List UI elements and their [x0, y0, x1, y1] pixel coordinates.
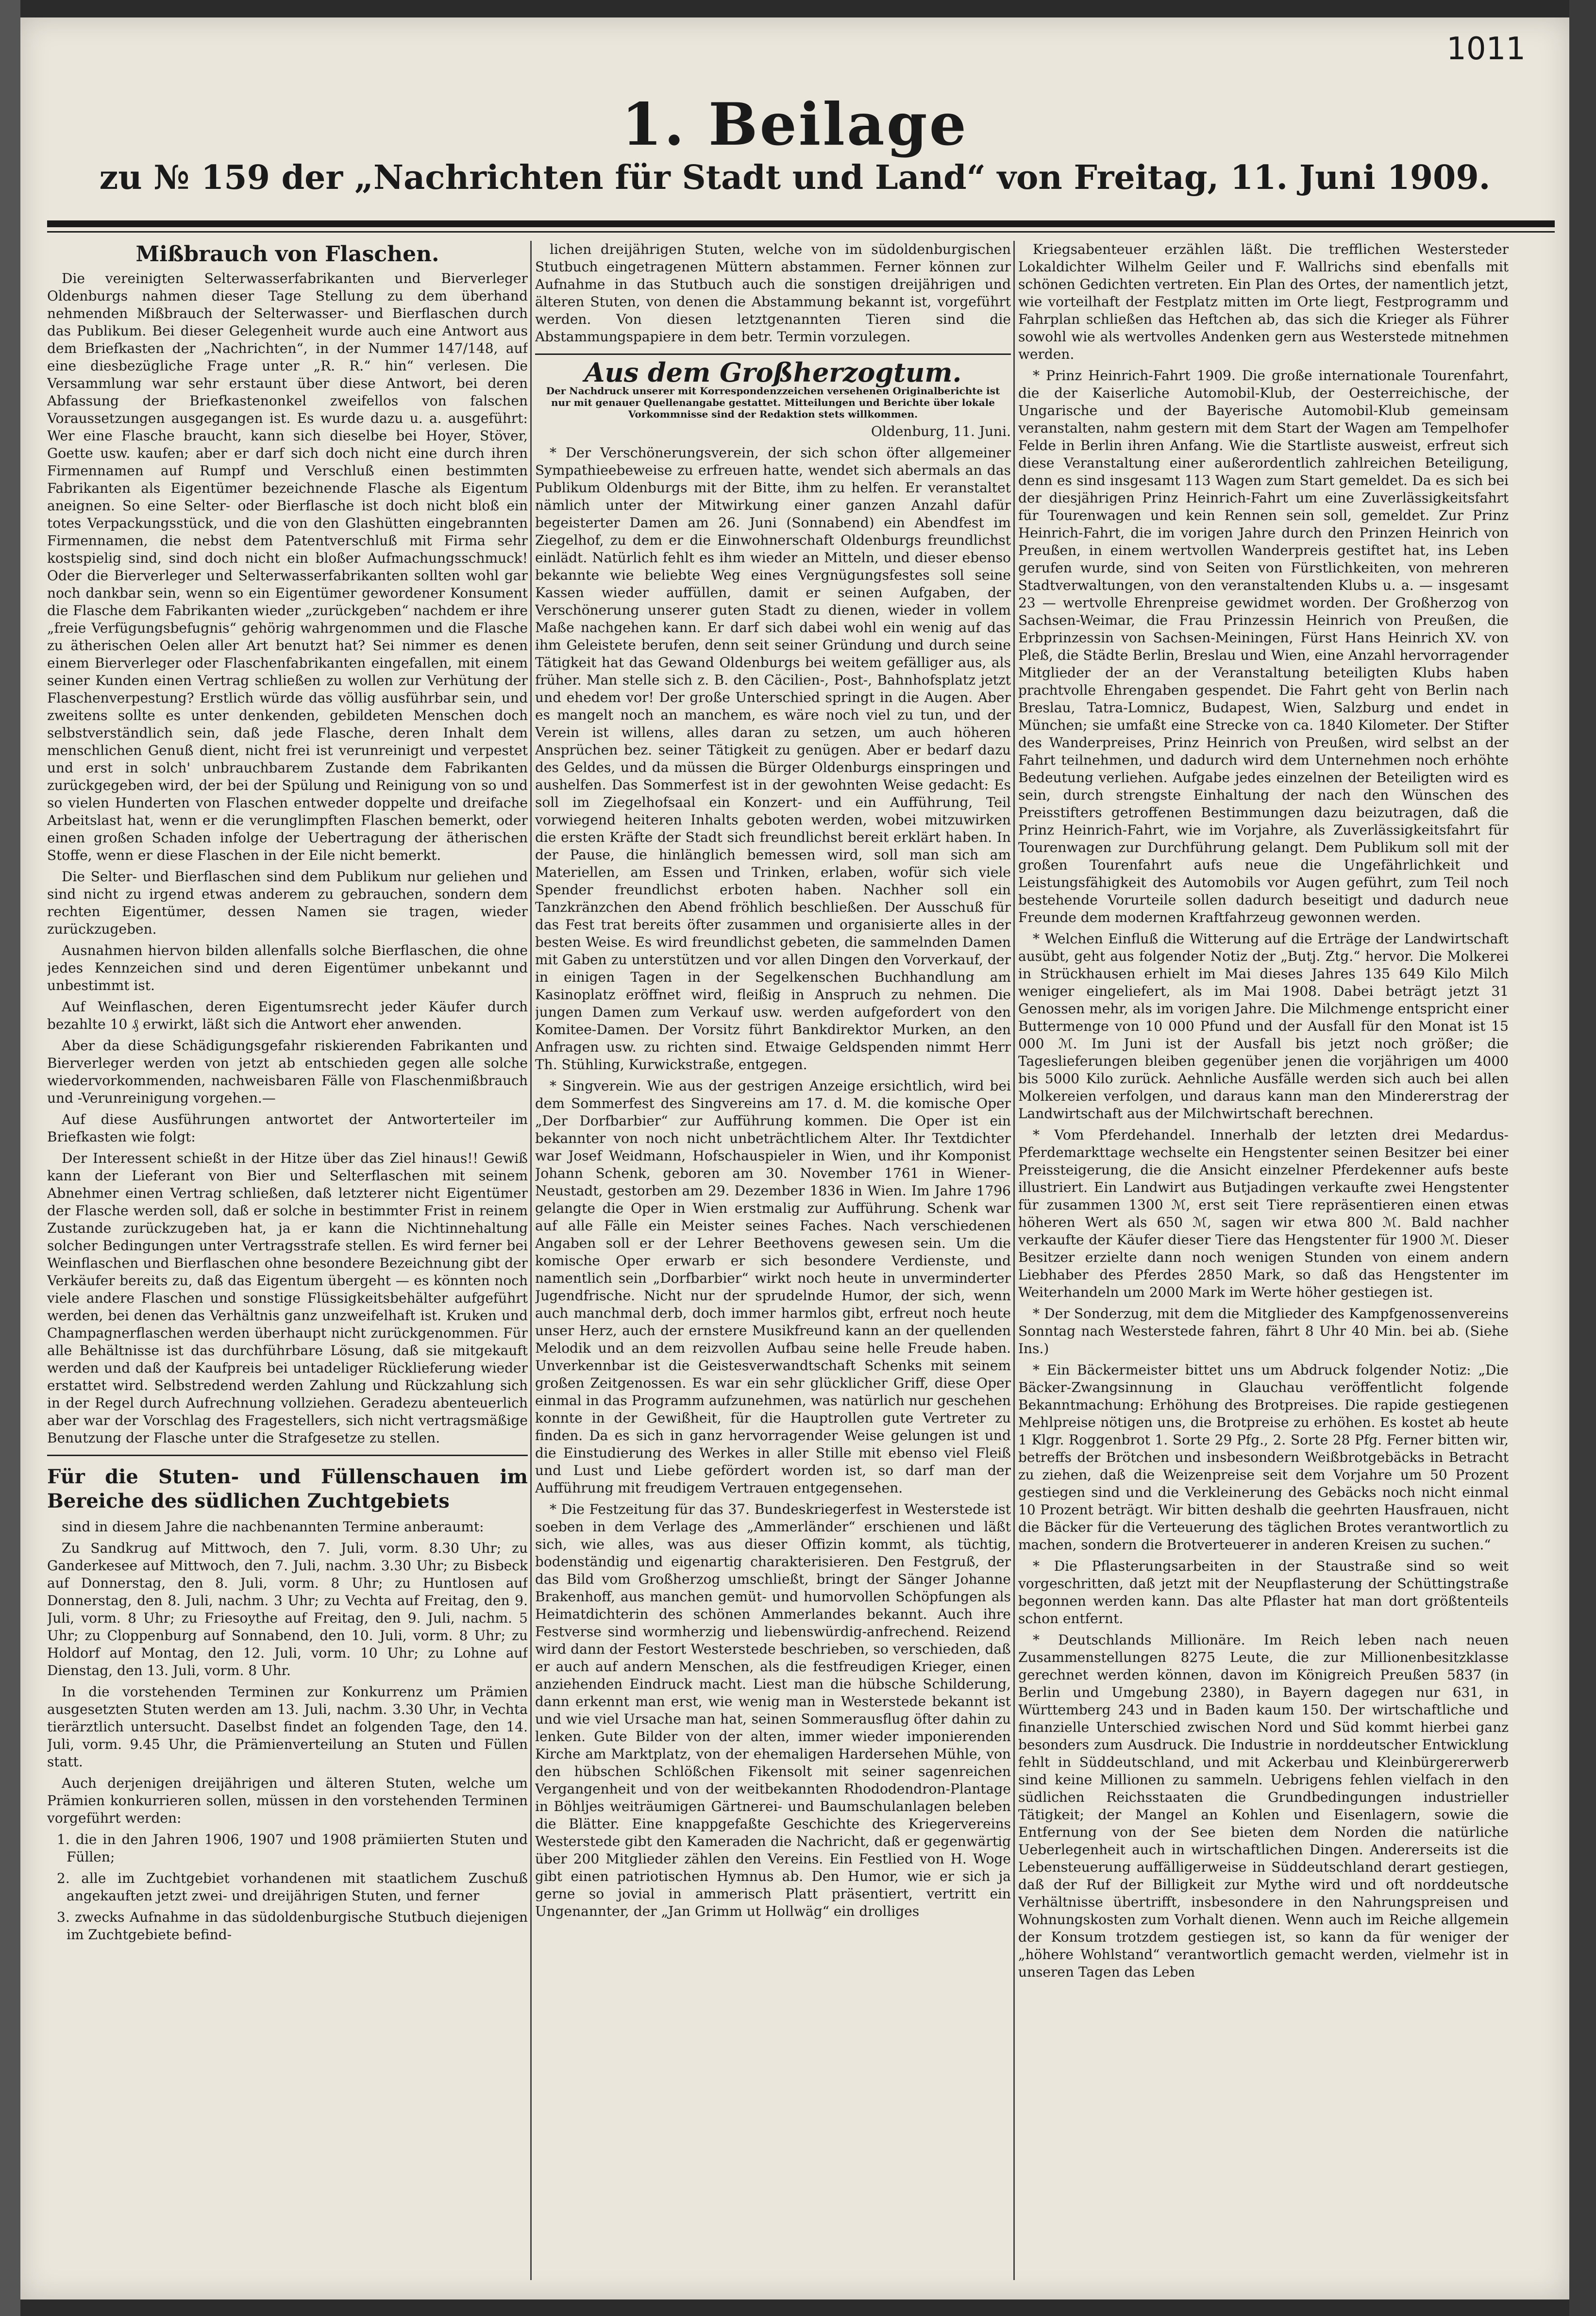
section-note: Der Nachdruck unserer mit Korrespondenzzeichen versehenen Originalberichte ist nur mit genauer Quellenangabe gestattet. Mitteilungen und Berichte über lokale Vorkommnisse sind der Redaktion stets willkommen.	[546, 385, 1000, 420]
article-paragraph: In die vorstehenden Terminen zur Konkurrenz um Prämien ausgesetzten Stuten werden am 13. Juli, nachm. 3.30 Uhr, in Vechta tierärztlich untersucht. Daselbst findet an folgenden Tage, den 14. Juli, vorm. 9.45 Uhr, die Prämienverteilung an Stuten und Füllen statt.	[47, 1684, 528, 1770]
article-paragraph: * Vom Pferdehandel. Innerhalb der letzten drei Medardus-Pferdemarkttage wechselte ein Hengstenter seinen Besitzer bei einer Preissteigerung, die die Ansicht einzelner Pferdekenner aufs beste illustriert. Ein Landwirt aus Butjadingen verkaufte zwei Hengstenter für zusammen 1300 ℳ, erst seit Tiere repräsentieren einen etwas höheren Wert als 650 ℳ, sagen wir etwa 800 ℳ. Bald nachher verkaufte der Käufer dieser Tiere das Hengstenter für 1900 ℳ. Dieser Besitzer erzielte dann noch wenigen Stunden von einem andern Liebhaber des Pferdes 2850 Mark, so daß das Hengstenter im Weiterhandeln um 2000 Mark im Werte höher gestiegen ist.	[1018, 1127, 1509, 1300]
column-3	[1018, 241, 1509, 2290]
article-title: Für die Stuten- und Füllenschauen im Bereiche des südlichen Zuchtgebiets	[47, 1465, 528, 1512]
masthead-rule-thin	[47, 231, 1555, 233]
article-paragraph: Zu Sandkrug auf Mittwoch, den 7. Juli, vorm. 8.30 Uhr; zu Ganderkesee auf Mittwoch, den 7. Juli, nachm. 3.30 Uhr; zu Bisbeck auf Donnerstag, den 8. Juli, vorm. 8 Uhr; zu Huntlosen auf Donnerstag, den 8. Juli, nachm. 3 Uhr; zu Vechta auf Freitag, den 9. Juli, vorm. 8 Uhr; zu Friesoythe auf Freitag, den 9. Juli, nachm. 5 Uhr; zu Cloppenburg auf Sonnabend, den 10. Juli, vorm. 8 Uhr; zu Holdorf auf Montag, den 12. Juli, vorm. 10 Uhr; zu Lohne auf Dienstag, den 13. Juli, vorm. 8 Uhr.	[47, 1540, 528, 1678]
list-item: 2. alle im Zuchtgebiet vorhandenen mit staatlichem Zuschuß angekauften jetzt zwei- und dreijährigen Stuten, und ferner	[57, 1870, 528, 1904]
column-divider	[530, 241, 532, 2280]
article-paragraph: * Singverein. Wie aus der gestrigen Anzeige ersichtlich, wird bei dem Sommerfest des Singvereins am 17. d. M. die komische Oper „Der Dorfbarbier“ zur Aufführung kommen. Die Oper ist ein bekannter von noch nicht unbeträchtlichem Alter. Ihr Textdichter war Josef Weidmann, Hofschauspieler in Wien, und ihr Komponist Johann Schenk, geboren am 30. November 1761 in Wiener-Neustadt, gestorben am 29. Dezember 1836 in Wien. Im Jahre 1796 gelangte die Oper in Wien erstmalig zur Aufführung. Schenk war auf alle Fälle ein Meister seines Faches. Nach verschiedenen Angaben soll er der Lehrer Beethovens gewesen sein. Um die komische Oper erwarb er sich besondere Verdienste, und namentlich sein „Dorfbarbier“ wirkt noch heute in unverminderter Jugendfrische. Nicht nur der sprudelnde Humor, der sich, wenn auch manchmal derb, doch immer harmlos gibt, erfreut noch heute unser Herz, auch der ernstere Musikfreund kann an der quellenden Melodik und an dem reizvollen Aufbau seine helle Freude haben. Unverkennbar ist die Geistesverwandtschaft Schenks mit seinem großen Zeitgenossen. Es war ein sehr glücklicher Griff, diese Oper einmal in das Programm aufzunehmen, was natürlich nur geschehen konnte in der Gewißheit, für die Hauptrollen gute Vertreter zu finden. Da es sich in ganz hervorragender Weise gelungen ist und die Einstudierung des Werkes in aller Stille mit ebenso viel Fleiß und Lust und Liebe gefördert worden ist, so darf man der Aufführung mit freudigem Vertrauen entgegensehen.	[535, 1078, 1011, 1496]
article-paragraph: * Der Verschönerungsverein, der sich schon öfter allgemeiner Sympathieebeweise zu erfreuen hatte, wendet sich abermals an das Publikum Oldenburgs mit der Bitte, ihm zu helfen. Er veranstaltet nämlich unter der Mitwirkung einer ganzen Anzahl dafür begeisterter Damen am 26. Juni (Sonnabend) ein Abendfest im Ziegelhof, zu dem er die Einwohnerschaft Oldenburgs freundlichst einlädt. Natürlich fehlt es ihm wieder an Mitteln, und dieser ebenso bekannte wie beliebte Weg eines Vergnügungsfestes soll seine Kassen wieder auffüllen, damit er seinen Aufgaben, der Verschönerung unserer guten Stadt zu dienen, wieder in vollem Maße nachgehen kann. Er darf sich dabei wohl ein wenig auf das ihm Geleistete berufen, denn seit seiner Gründung und durch seine Tätigkeit hat das Gewand Oldenburgs bei weitem gefälliger aus, als früher. Man stelle sich z. B. den Cäcilien-, Post-, Bahnhofsplatz jetzt und ehedem vor! Der große Unterschied springt in die Augen. Aber es mangelt noch an manchem, es wäre noch viel zu tun, und der Verein ist willens, alles daran zu setzen, um auch höheren Ansprüchen bez. seiner Tätigkeit zu genügen. Aber er bedarf dazu des Geldes, und da müssen die Bürger Oldenburgs einspringen und aushelfen. Das Sommerfest ist in der gewohnten Weise gedacht: Es soll im Ziegelhofsaal ein Konzert- und ein Aufführung, Teil vorwiegend heiteren Inhalts geboten werden, wobei mitzuwirken die ersten Kräfte der Stadt sich freundlichst bereit erklärt haben. In der Pause, die hinlänglich bemessen wird, soll man sich am Materiellen, am Essen und Trinken, erlaben, wofür sich viele Spender freundlichst erboten haben. Nachher soll ein Tanzkränzchen den Abend fröhlich beschließen. Der Ausschuß für das Fest trat bereits öfter zusammen und organisierte alles in der besten Weise. Es wird freundlichst gebeten, die sammelnden Damen mit Gaben zu unterstützen und vor allen Dingen den Vorverkauf, der in einigen Tagen in der Segelkenschen Buchhandlung am Kasinoplatz eröffnet wird, fleißig in Anspruch zu nehmen. Die jungen Damen zum Verkauf usw. werden aufgefordert von den Komitee-Damen. Der Vorsitz führt Bankdirektor Murken, an den Anfragen usw. zu richten sind. Etwaige Geldspenden nimmt Herr Th. Stühling, Kurwickstraße, entgegen.	[535, 445, 1011, 1073]
column-divider	[1013, 241, 1015, 2280]
newspaper-page	[20, 17, 1569, 2299]
article-paragraph: Die Selter- und Bierflaschen sind dem Publikum nur geliehen und sind nicht zu irgend etwas anderem zu gebrauchen, sondern dem rechten Eigentümer, dessen Namen sie tragen, wieder zurückzugeben.	[47, 869, 528, 937]
article-paragraph: Kriegsabenteuer erzählen läßt. Die trefflichen Westersteder Lokaldichter Wilhelm Geiler und F. Wallrichs sind ebenfalls mit schönen Gedichten vertreten. Ein Plan des Ortes, der namentlich jetzt, wie vorteilhaft der Festplatz mitten im Orte liegt, Festprogramm und Fahrplan schließen das Heftchen ab, das sich die Krieger als Führer sowohl wie als wertvolles Andenken gern aus Westerstede mitnehmen werden.	[1018, 241, 1509, 362]
page-edge	[1569, 0, 1596, 2316]
book-spine	[0, 0, 20, 2316]
supplement-title: 1. Beilage	[621, 90, 968, 159]
article-paragraph: Ausnahmen hiervon bilden allenfalls solche Bierflaschen, die ohne jedes Kennzeichen sind und deren Eigentümer unbekannt und unbestimmt ist.	[47, 942, 528, 993]
column-2	[535, 241, 1011, 2290]
page-number: 1011	[1446, 31, 1526, 67]
article-title: Mißbrauch von Flaschen.	[135, 242, 439, 267]
article-paragraph: * Welchen Einfluß die Witterung auf die Erträge der Landwirtschaft ausübt, geht aus folgender Notiz der „Butj. Ztg.“ hervor. Die Molkerei in Strückhausen erhielt im Mai dieses Jahres 135 649 Kilo Milch weniger eingeliefert, als im Mai 1908. Dabei beträgt jetzt 31 Genossen mehr, als im vorigen Jahre. Die Milchmenge entspricht einer Buttermenge von 10 000 Pfund und der Ausfall für den Monat ist 15 000 ℳ. Im Juni ist der Ausfall bis jetzt noch größer; die Tageslieferungen bleiben gegenüber jenen die vorjährigen um 4000 bis 5000 Kilo zurück. Aehnliche Ausfälle werden sich auch bei allen Molkereien verfolgen, und daraus kann man den Mindererstrag der Landwirtschaft aus der Milchwirtschaft berechnen.	[1018, 931, 1509, 1122]
article-paragraph: sind in diesem Jahre die nachbenannten Termine anberaumt:	[62, 1519, 484, 1535]
article-paragraph: * Die Festzeitung für das 37. Bundeskriegerfest in Westerstede ist soeben in dem Verlage des „Ammerländer“ erschienen und läßt sich, wie alles, was aus dieser Offizin kommt, als tüchtig, bodenständig und eigenartig charakterisieren. Den Festgruß, der das Bild vom Großherzog umschließt, bringt der Sänger Johanne Brakenhoff, aus manchen gemüt- und humorvollen Schöpfungen als Heimatdichterin des schönen Ammerlandes bekannt. Auch ihre Festverse sind wormherzig und liebenswürdig-anfrechend. Reizend wird dann der Festort Westerstede beschrieben, so verschieden, daß er auch auf andern Menschen, als die festfreudigen Krieger, einen anziehenden Eindruck macht. Liest man die hübsche Schilderung, dann erkennt man erst, wie wenig man in Westerstede bekannt ist und wie viel Ursache man hat, seinen Sommerausflug öfter dahin zu lenken. Gute Bilder von der alten, immer wieder imponierenden Kirche am Marktplatz, von der ehemaligen Hardersehen Mühle, von den hübschen Schlößchen Fikensolt mit seiner sagenreichen Vergangenheit und von der weitbekannten Rhododendron-Plantage in Böhljes weiträumigen Gärtnerei- und Baumschulanlagen beleben die Blätter. Eine knappgefaßte Geschichte des Kriegervereins Westerstede gibt den Kameraden die Nachricht, daß er gegenwärtig über 200 Mitglieder zählen den Vereins. Ein Festlied von H. Woge gibt einen patriotischen Hymnus ab. Den Humor, wie er sich ja gerne so jovial in ammerisch Platt präsentiert, vertritt ein Ungenannter, der „Jan Grimm ut Hollwäg“ ein drolliges	[535, 1501, 1011, 1919]
article-separator	[535, 353, 1011, 355]
article-paragraph: Die vereinigten Selterwasserfabrikanten und Bierverleger Oldenburgs nahmen dieser Tage Stellung zu dem überhand nehmenden Mißbrauch der Selterwasser- und Bierflaschen durch das Publikum. Bei dieser Gelegenheit wurde auch eine Antwort aus dem Briefkasten der „Nachrichten“, in der Nummer 147/148, auf eine diesbezügliche Frage unter „R. R.“ hin“ verlesen. Die Versammlung war sehr erstaunt über diese Antwort, bei deren Abfassung der Briefkastenonkel zweifellos von falschen Voraussetzungen ausgegangen ist. Es wurde dazu u. a. ausgeführt: Wer eine Flasche braucht, kann sich dieselbe bei Hoyer, Stöver, Goette usw. kaufen; aber er darf sich doch nicht eine durch ihren Firmennamen auf Rumpf und Verschluß einen bestimmten Fabrikanten als Eigentümer bezeichnende Flasche als Eigentum aneignen. So eine Selter- oder Bierflasche ist doch nicht bloß ein totes Verpackungsstück, und die von den Glashütten eingebrannten Firmennamen, die nebst dem Patentverschluß mit Firma sehr kostspielig sind, sind doch nicht ein bloßer Aufmachungsschmuck! Oder die Bierverleger und Selterwasserfabrikanten sollten wohl gar noch dankbar sein, wenn so ein Eigentümer gewordener Konsument die Flasche dem Fabrikanten wieder „zurückgeben“ nachdem er ihre „freie Verfügungsbefugnis“ gehörig wahrgenommen und die Flasche zu ätherischen Oelen aller Art benutzt hat? Sei nimmer es denen einem Bierverleger oder Flaschenfabrikanten eingefallen, mit einem seiner Kunden einen Vertrag schließen zu wollen zur Verhütung der Flaschenverpestung? Erstlich würde das völlig ausführbar sein, und zweitens sollte es unter denkenden, gebildeten Menschen doch selbstverständlich sein, daß jede Flasche, deren Inhalt dem menschlichen Genuß dient, nicht frei ist verunreinigt und verpestet und erst in solch' unbrauchbarem Zustande dem Fabrikanten zurückgegeben wird, der bei der Spülung und Reinigung von so und so vielen Hunderten von Flaschen entweder doppelte und dreifache Arbeitslast hat, wenn er die verunglimpften Flaschen bemerkt, oder einen großen Schaden infolge der Uebertragung der ätherischen Stoffe, wenn er diese Flaschen in der Eile nicht bemerkt.	[47, 270, 528, 863]
article-paragraph: Aber da diese Schädigungsgefahr riskierenden Fabrikanten und Bierverleger werden von jetzt ab entschieden gegen alle solche wiedervorkommenden, nachweisbaren Fälle von Flaschenmißbrauch und -Verunreinigung vorgehen.—	[47, 1038, 528, 1106]
article-separator	[47, 1455, 528, 1456]
section-title: Aus dem Großherzogtum.	[584, 357, 962, 388]
article-paragraph: * Prinz Heinrich-Fahrt 1909. Die große internationale Tourenfahrt, die der Kaiserliche Automobil-Klub, der Oesterreichische, der Ungarische und der Bayerische Automobil-Klub gemeinsam veranstalten, nahm gestern mit dem Start der Wagen am Tempelhofer Felde in Berlin ihren Anfang. Wie die Startliste ausweist, erfreut sich diese Veranstaltung einer außerordentlich zahlreichen Beteiligung, denn es sind insgesamt 113 Wagen zum Start gemeldet. Da es sich bei der diesjährigen Prinz Heinrich-Fahrt um eine Zuverlässigkeitsfahrt für Tourenwagen und kein Rennen sein soll, gemeldet. Zur Prinz Heinrich-Fahrt, die im vorigen Jahre durch den Prinzen Heinrich von Preußen, in einem wertvollen Wanderpreis gestiftet hat, ins Leben gerufen wurde, sind von Seiten von Fürstlichkeiten, von mehreren Stadtverwaltungen, von den veranstaltenden Klubs u. a. — insgesamt 23 — wertvolle Ehrenpreise gewidmet worden. Der Großherzog von Sachsen-Weimar, die Frau Prinzessin Heinrich von Preußen, die Erbprinzessin von Sachsen-Meiningen, Fürst Hans Heinrich XV. von Pleß, die Städte Berlin, Breslau und Wien, eine Anzahl hervorragender Mitglieder der an der Veranstaltung beteiligten Klubs haben prachtvolle Ehrengaben gespendet. Die Fahrt geht von Berlin nach Breslau, Tatra-Lomnicz, Budapest, Wien, Salzburg und endet in München; sie umfaßt eine Strecke von ca. 1840 Kilometer. Der Stifter des Wanderpreises, Prinz Heinrich von Preußen, wird selbst an der Fahrt teilnehmen, und dadurch wird dem Unternehmen noch erhöhte Bedeutung verliehen. Aufgabe jedes einzelnen der Beteiligten wird es sein, durch strengste Einhaltung der nach den Wünschen des Preisstifters getroffenen Bestimmungen dazu beizutragen, daß die Prinz Heinrich-Fahrt, wie im Vorjahre, als Zuverlässigkeitsfahrt für Tourenwagen zur Durchführung gelangt. Dem Publikum soll mit der großen Tourenfahrt aufs neue die Ungefährlichkeit und Leistungsfähigkeit des Automobils vor Augen geführt, zum Teil noch bestehende Vorurteile sollen dadurch beseitigt und dadurch neue Freunde dem modernen Kraftfahrzeug gewonnen werden.	[1018, 368, 1509, 925]
article-paragraph: * Ein Bäckermeister bittet uns um Abdruck folgender Notiz: „Die Bäcker-Zwangsinnung in Glauchau veröffentlicht folgende Bekanntmachung: Erhöhung des Brotpreises. Die rapide gestiegenen Mehlpreise nötigen uns, die Brotpreise zu erhöhen. Es kostet ab heute 1 Klgr. Roggenbrot 1. Sorte 29 Pfg., 2. Sorte 28 Pfg. Ferner bitten wir, betreffs der Brötchen und insbesondern Weißbrotgebäcks in Betracht zu ziehen, daß die Weizenpreise seit dem Vorjahre um 50 Prozent gestiegen sind und die Verkleinerung des Gebäcks noch nicht einmal 10 Prozent beträgt. Wir bitten deshalb die geehrten Hausfrauen, nicht die Bäcker für die Verteuerung des täglichen Brotes verantwortlich zu machen, sondern die Brotverteuerer in anderen Kreisen zu suchen.“	[1018, 1362, 1509, 1553]
article-paragraph: * Der Sonderzug, mit dem die Mitglieder des Kampfgenossenvereins Sonntag nach Westerstede fahren, fährt 8 Uhr 40 Min. bei ab. (Siehe Ins.)	[1018, 1306, 1509, 1357]
masthead-subtitle: zu № 159 der „Nachrichten für Stadt und Land“ von Freitag, 11. Juni 1909.	[99, 158, 1491, 197]
masthead-rule-thick	[47, 220, 1555, 227]
column-1	[47, 241, 528, 2290]
article-paragraph: Auf Weinflaschen, deren Eigentumsrecht jeder Käufer durch bezahlte 10 ₰ erwirkt, läßt sich die Antwort eher anwenden.	[47, 999, 528, 1032]
dateline: Oldenburg, 11. Juni.	[871, 423, 1011, 439]
article-paragraph: Auch derjenigen dreijährigen und älteren Stuten, welche um Prämien konkurrieren sollen, müssen in den vorstehenden Terminen vorgeführt werden:	[47, 1775, 528, 1826]
article-paragraph: * Die Pflasterungsarbeiten in der Staustraße sind so weit vorgeschritten, daß jetzt mit der Neupflasterung der Schüttingstraße begonnen werden kann. Das alte Pflaster hat man dort größtenteils schon entfernt.	[1018, 1558, 1509, 1627]
article-paragraph: Auf diese Ausführungen antwortet der Antworterteiler im Briefkasten wie folgt:	[47, 1111, 528, 1145]
list-item: 1. die in den Jahren 1906, 1907 und 1908 prämiierten Stuten und Füllen;	[57, 1831, 528, 1865]
article-paragraph: lichen dreijährigen Stuten, welche von im südoldenburgischen Stutbuch eingetragenen Müttern abstammen. Ferner können zur Aufnahme in das Stutbuch auch die sonstigen dreijährigen und älteren Stuten, von denen die Abstammung bekannt ist, vorgeführt werden. Von diesen letztgenannten Tieren sind die Abstammungspapiere in dem betr. Termin vorzulegen.	[535, 241, 1011, 345]
article-paragraph: Der Interessent schießt in der Hitze über das Ziel hinaus!! Gewiß kann der Lieferant von Bier und Selterflaschen mit seinem Abnehmer einen Vertrag schließen, daß letzterer nicht Eigentümer der Flasche werden soll, daß er solche in bestimmter Frist in reinem Zustande zurückzugeben hat, ja er kann die Nichtinnehaltung solcher Bedingungen unter Vertragsstrafe stellen. Es wird ferner bei Weinflaschen und Bierflaschen ohne besondere Bezeichnung gibt der Verkäufer bereits zu, daß das Eigentum übergeht — es könnten noch viele andere Flaschen und sonstige Flüssigkeitsbehälter aufgeführt werden, bei denen das Verhältnis ganz unzweifelhaft ist. Kruken und Champagnerflaschen werden überhaupt nicht zurückgenommen. Für alle Behältnisse ist das durchführbare Lösung, daß sie mitgekauft werden und daß der Kaufpreis bei untadeliger Rücklieferung wieder erstattet wird. Selbstredend werden Zahlung und Rückzahlung sich in der Regel durch Aufrechnung vollziehen. Geradezu abenteuerlich aber war der Vorschlag des Fragestellers, sich nicht vertragsmäßige Benutzung der Flasche unter die Strafgesetze zu stellen.	[47, 1150, 528, 1446]
list-item: 3. zwecks Aufnahme in das südoldenburgische Stutbuch diejenigen im Zuchtgebiete befind-	[57, 1909, 528, 1943]
article-paragraph: * Deutschlands Millionäre. Im Reich leben nach neuen Zusammenstellungen 8275 Leute, die zur Millionenbesitzklasse gerechnet werden können, davon im Königreich Preußen 5837 (in Berlin und Umgebung 2380), in Bayern dagegen nur 631, in Württemberg 243 und in Baden kaum 150. Der wirtschaftliche und finanzielle Unterschied zwischen Nord und Süd kommt hierbei ganz besonders zum Ausdruck. Die Industrie in norddeutscher Entwicklung fehlt in Süddeutschland, und mit Ackerbau und Kleinbürgererwerb sind keine Millionen zu sammeln. Uebrigens fehlen vielfach in den südlichen Reichsstaaten die Grundbedingungen industrieller Tätigkeit; der Mangel an Kohlen und Eisenlagern, sowie die Entfernung von der See bieten dem Norden die natürliche Ueberlegenheit auch in wirtschaftlichen Dingen. Andererseits ist die Lebensteuerung auffälligerweise in Süddeutschland derart gestiegen, daß der Ruf der Billigkeit zur Mythe wird und oft norddeutsche Verhältnisse übertrifft, insbesondere in den Nahrungspreisen und Wohnungskosten zum Vorhalt dienen. Wenn auch im Reiche allgemein der Konsum trotzdem gestiegen ist, so kann da für weniger der „höhere Wohlstand“ verantwortlich gemacht werden, vielmehr ist in unseren Tagen das Leben	[1018, 1632, 1509, 1980]
